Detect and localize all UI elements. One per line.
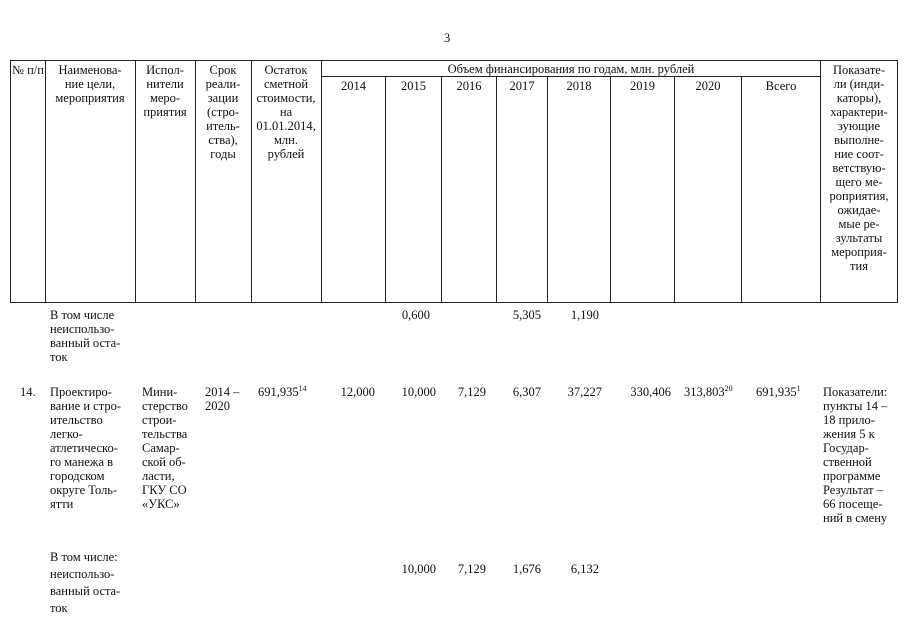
cell-2015: 10,000 bbox=[401, 385, 436, 399]
row-name: В том числе неиспользо- ванный оста- ток bbox=[50, 308, 121, 364]
header-year-2015: 2015 bbox=[401, 79, 426, 93]
cell-2015: 10,000 bbox=[401, 562, 436, 576]
header-year-2018: 2018 bbox=[566, 79, 592, 93]
header-number: № п/п bbox=[12, 63, 44, 77]
header-year-2014: 2014 bbox=[341, 79, 366, 93]
cell-2014: 12,000 bbox=[340, 385, 375, 399]
footnote-ref: 14 bbox=[298, 383, 307, 393]
cell-2020: 313,803$^{20}$ bbox=[684, 383, 733, 399]
cell-2015: 0,600 bbox=[401, 308, 430, 322]
cell-total: 691,935$^1$ bbox=[756, 383, 801, 399]
footnote-ref: 1 bbox=[796, 383, 801, 393]
header-total: Всего bbox=[765, 79, 797, 93]
header-name: Наименова- ние цели, мероприятия bbox=[55, 63, 125, 105]
row-number: 14. bbox=[20, 385, 36, 399]
row-balance: 691,935$^{14}$ bbox=[258, 383, 307, 399]
cell-2017: 1,676 bbox=[512, 562, 541, 576]
row-name: Проектиро- вание и стро- ительство легко- атлетическо- го манежа в городском округе Толь- ятти bbox=[50, 385, 121, 511]
row-term: 2014 – 2020 bbox=[205, 385, 240, 413]
header-indicators: Показате- ли (инди- каторы), характери- зующие выполне- ние соот- ветствую- щего ме- роприятия, ожидае- мые ре- зультаты мероприя- тия bbox=[829, 63, 889, 273]
cell-2018: 37,227 bbox=[567, 385, 602, 399]
row-name: В том числе: неиспользо- ванный остa- ток bbox=[50, 550, 121, 615]
page-number: 3 bbox=[444, 31, 451, 45]
cell-2018: 6,132 bbox=[570, 562, 599, 576]
row-executor: Мини- стерство строи- тельства Самар- ской об- ласти, ГКУ СО «УКС» bbox=[142, 385, 188, 511]
header-funding-title: Объем финансирования по годам, млн. рублей bbox=[447, 62, 695, 76]
cell-2017: 6,307 bbox=[512, 385, 541, 399]
footnote-ref: 20 bbox=[724, 383, 733, 393]
header-year-2019: 2019 bbox=[630, 79, 655, 93]
header-term: Срок реали- зации (стро- итель- ства), годы bbox=[205, 63, 241, 161]
header-balance: Остаток сметной стоимости, на 01.01.2014, млн. рублей bbox=[256, 63, 316, 161]
cell-2016: 7,129 bbox=[457, 385, 486, 399]
cell-2017: 5,305 bbox=[512, 308, 541, 322]
cell-2019: 330,406 bbox=[630, 385, 671, 399]
cell-2018: 1,190 bbox=[570, 308, 599, 322]
cell-2016: 7,129 bbox=[457, 562, 486, 576]
header-year-2016: 2016 bbox=[456, 79, 482, 93]
row-indicators: Показатели: пункты 14 – 18 прило- жения 5 к Государ- ственной программе Результат – 66 посеще- ний в смену bbox=[823, 385, 888, 525]
header-year-2020: 2020 bbox=[695, 79, 721, 93]
header-year-2017: 2017 bbox=[509, 79, 535, 93]
header-executor: Испол- нители меро- приятия bbox=[143, 63, 187, 119]
